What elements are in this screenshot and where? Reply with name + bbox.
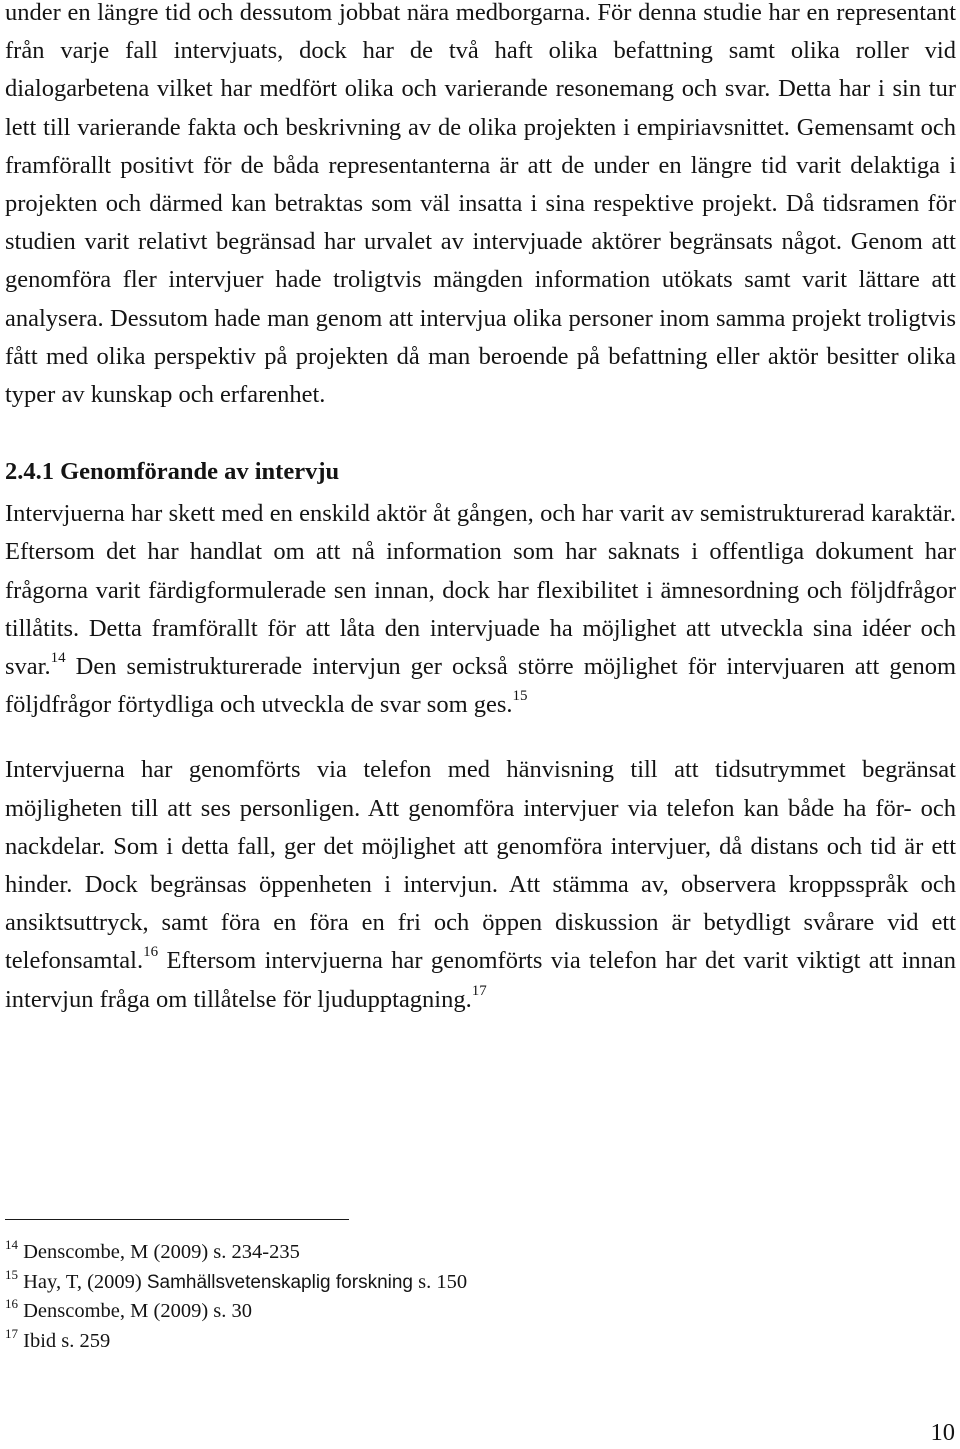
- footnote-separator: [5, 1219, 349, 1220]
- footnote-number: 15: [5, 1266, 18, 1282]
- footnote: [5, 1268, 467, 1298]
- footnote-number: 17: [5, 1326, 18, 1342]
- sentence: under en längre tid och dessutom jobbat nära medborgarna.: [5, 0, 591, 26]
- sentence: Gemensamt och framförallt positivt för de båda representanterna är att de under en längre tid varit delaktiga i projekten och därmed kan betraktas som väl insatta i sina respektive projekt.: [5, 113, 956, 218]
- sentence: Att stämma av, observera kroppsspråk och ansiktsuttryck, samt föra en föra en fri och öppen diskussion är betydligt svårare vid ett telefonsamtal.: [5, 871, 957, 975]
- footnote-reference[interactable]: 14: [50, 650, 66, 667]
- paragraph-interview-sample: [5, 0, 956, 414]
- footnote: [5, 1327, 467, 1357]
- sentence: Genom att genomföra fler intervjuer hade troligtvis mängden information utökats samt varit lättare att analysera.: [5, 228, 956, 332]
- sentence: Den semistrukturerade intervjun ger också större möjlighet för intervjuaren att genom följdfrågor förtydliga och utveckla de svar som ges.: [5, 653, 956, 719]
- footnote-reference[interactable]: 16: [143, 944, 159, 961]
- footnotes: [5, 1238, 467, 1357]
- footnote-reference[interactable]: 17: [471, 982, 487, 999]
- section-heading: 2.4.1 Genomförande av intervju: [5, 458, 340, 486]
- paragraph-telephone-interviews: [5, 751, 956, 1018]
- footnote-book-title: Samhällsvetenskaplig forskning: [146, 1271, 413, 1293]
- sentence: Intervjuerna har skett med en enskild aktör åt gången, och har varit av semistrukturerad karaktär.: [5, 500, 956, 528]
- footnote-reference[interactable]: 15: [512, 688, 528, 705]
- footnote-number: 16: [5, 1296, 18, 1312]
- footnote-text: Ibid s. 259: [23, 1330, 111, 1353]
- sentence: Som i detta fall, ger det möjlighet att genomföra intervjuer, då distans och tid är ett hinder.: [5, 832, 957, 899]
- sentence: Då tidsramen för studien varit relativt begränsad har urvalet av intervjuade aktörer begränsats något.: [5, 190, 957, 256]
- footnote-number: 14: [5, 1237, 18, 1252]
- sentence: Intervjuerna har genomförts via telefon med hänvisning till att tidsutrymmet begränsat möjligheten till att ses personligen.: [5, 756, 956, 822]
- footnote: [5, 1238, 467, 1268]
- document-page: [5, 0, 956, 1019]
- page-number: 10: [930, 1419, 955, 1446]
- paragraph-interview-method: [5, 495, 956, 724]
- sentence: För denna studie har en representant från varje fall intervjuats, dock har de två haft olika befattning samt olika roller vid dialogarbetena vilket har medfört olika och varierande resonemang och svar.: [5, 0, 956, 103]
- sentence: Eftersom det har handlat om att nå information som har saknats i offentliga dokument har frågorna varit färdigformulerade sen innan, dock har flexibilitet i ämnesordning och följdfrågor tillåtits.: [5, 538, 956, 642]
- sentence: Dock begränsas öppenheten i intervjun.: [84, 871, 498, 899]
- footnote: [5, 1297, 467, 1327]
- sentence: Att genomföra intervjuer via telefon kan både ha för- och nackdelar.: [5, 794, 957, 860]
- footnote-text: Denscombe, M (2009) s. 30: [23, 1300, 253, 1323]
- footnote-text: Hay, T, (2009): [23, 1270, 147, 1293]
- sentence: Detta framförallt för att låta den intervjuade ha möjlighet att utveckla sina idéer och svar.: [5, 614, 956, 681]
- footnote-text: Denscombe, M (2009) s. 234-235: [23, 1241, 300, 1263]
- footnote-text: s. 150: [413, 1270, 468, 1293]
- sentence: Detta har i sin tur lett till varierande fakta och beskrivning av de olika projekten i empiriavsnittet.: [5, 75, 957, 141]
- sentence: Dessutom hade man genom att intervjua olika personer inom samma projekt troligtvis fått med olika perspektiv på projekten då man beroende på befattning eller aktör besitter olika typer av kunskap och erfarenhet.: [5, 304, 957, 409]
- sentence: Eftersom intervjuerna har genomförts via telefon har det varit viktigt att innan intervjun fråga om tillåtelse för ljudupptagning.: [5, 947, 957, 1013]
